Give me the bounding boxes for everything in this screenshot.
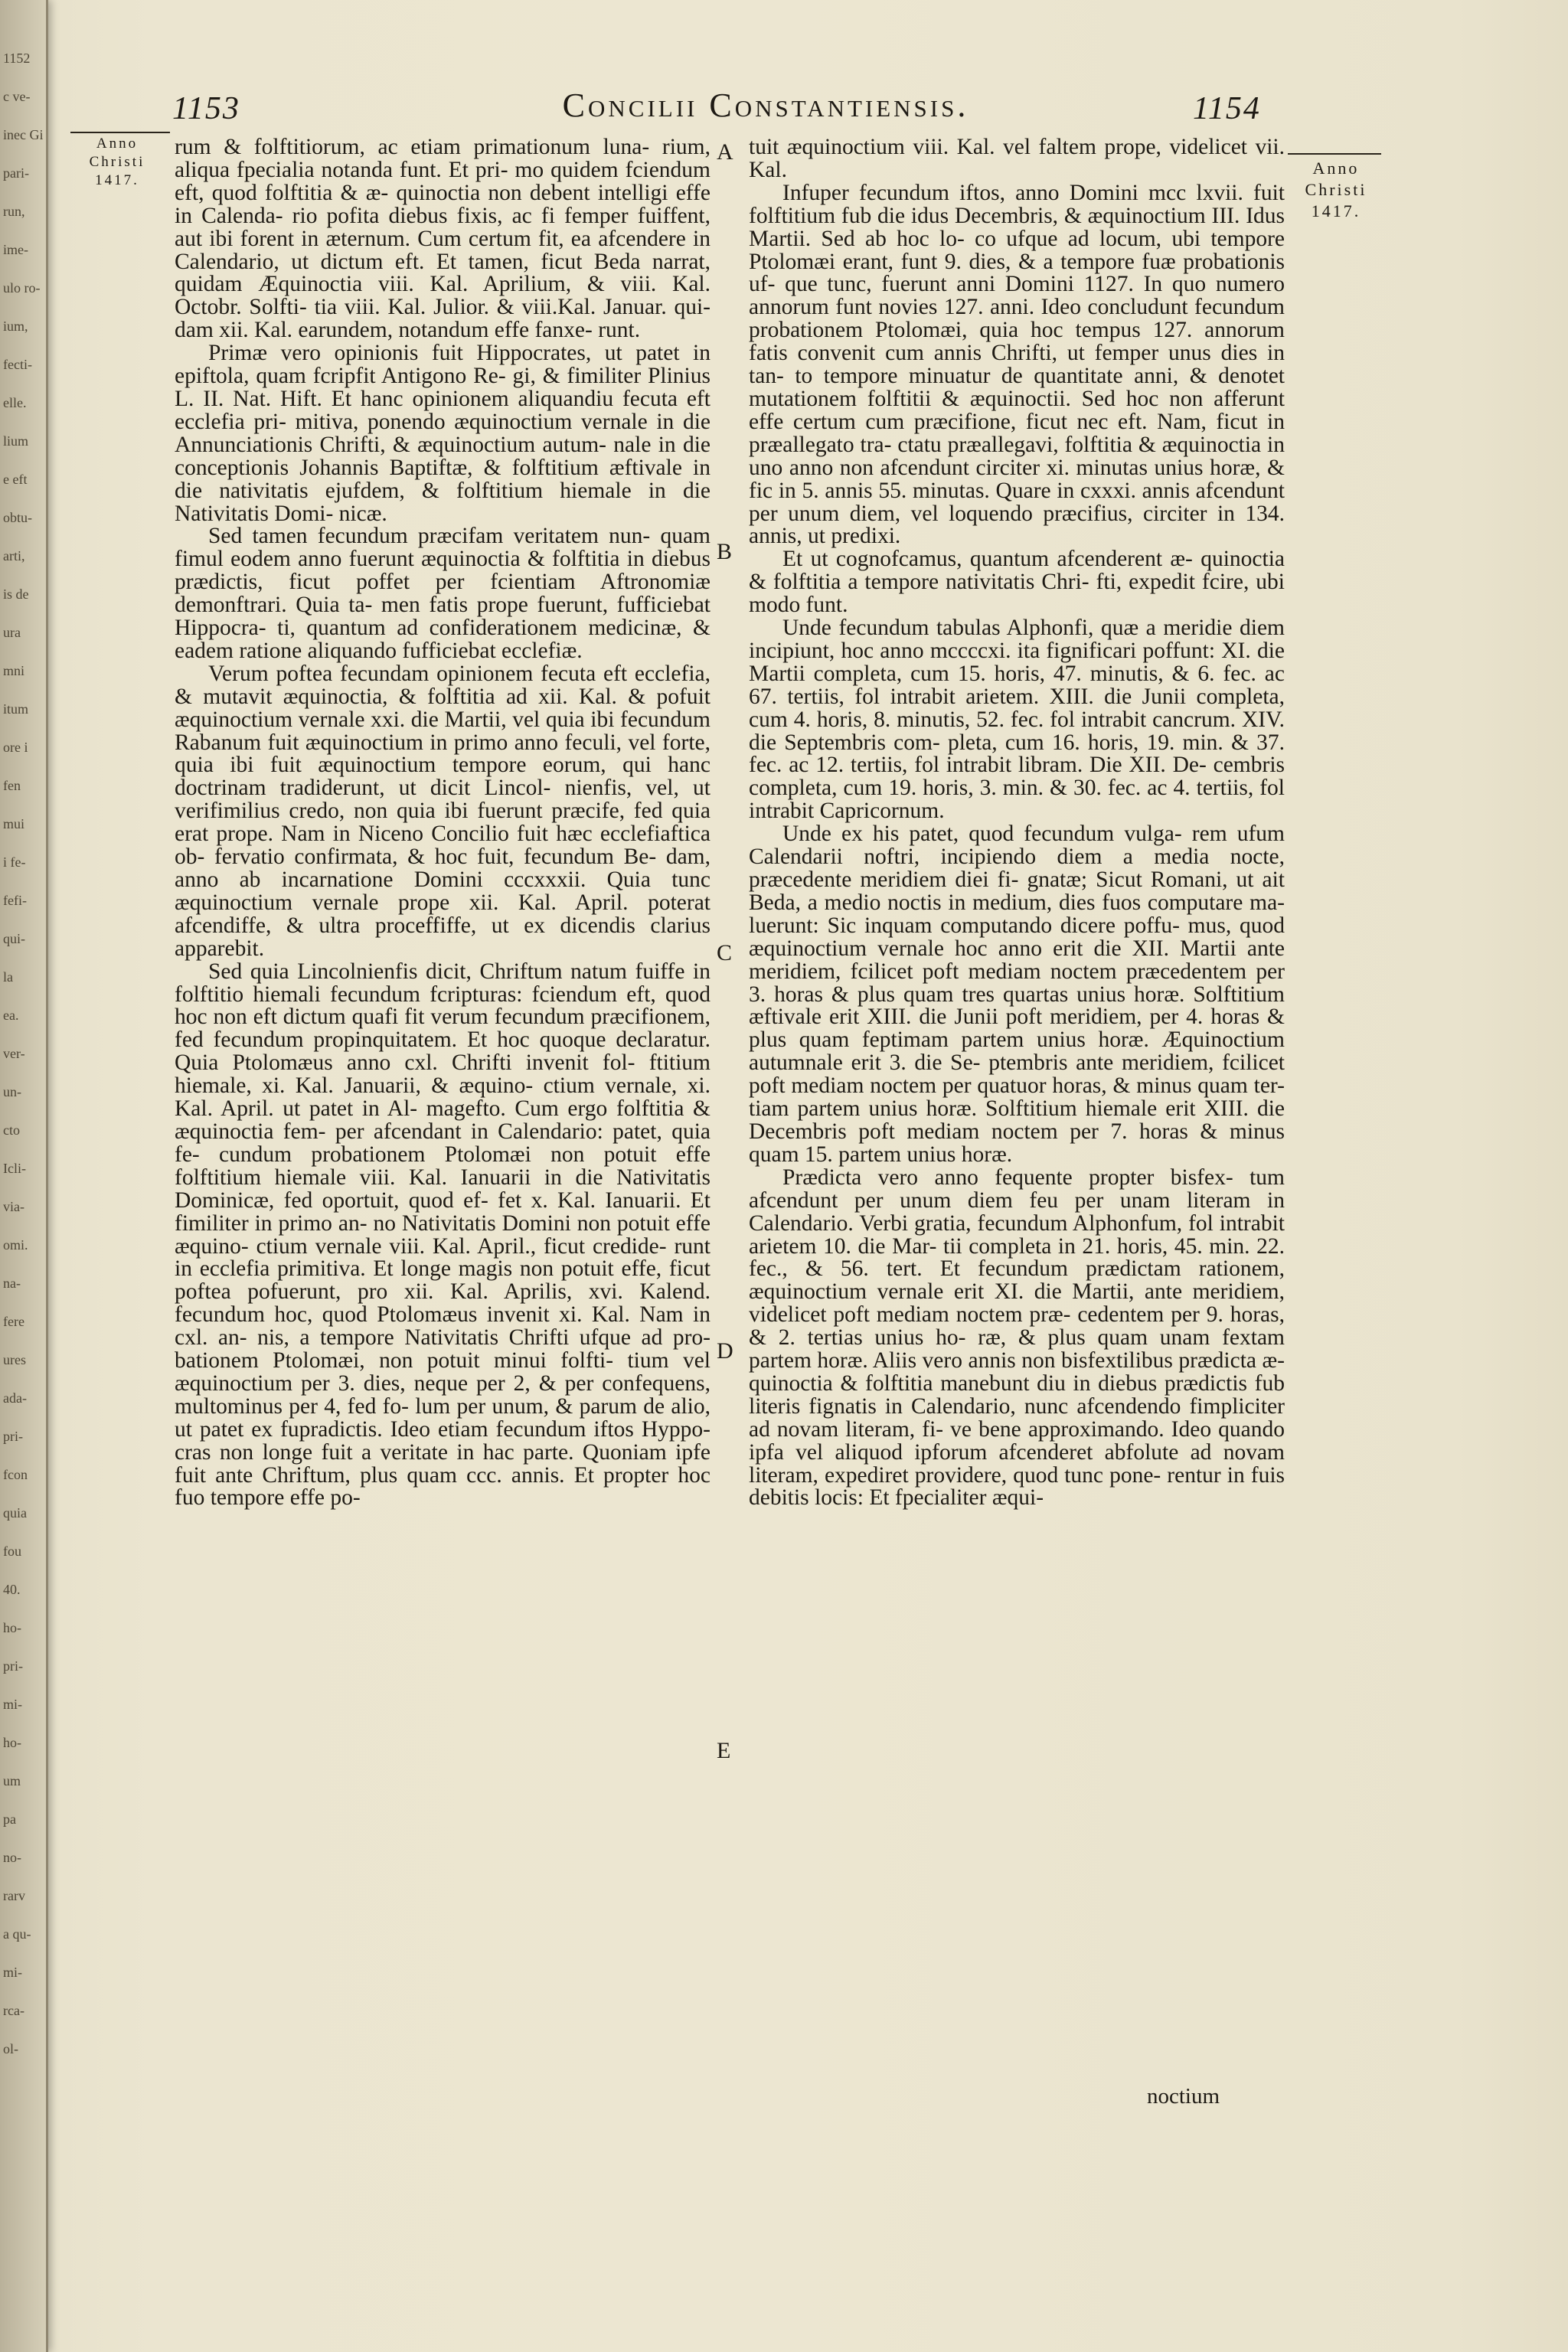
prev-page-fragment: mni	[3, 663, 25, 678]
prev-page-fragment: inec Gi	[3, 127, 44, 142]
prev-page-fragment: is de	[3, 586, 29, 602]
prev-page-fragment: omi.	[3, 1237, 28, 1253]
text-column-left	[175, 136, 710, 1510]
paragraph: tuit æquinoctium viii. Kal. vel faltem prope, videlicet vii. Kal.	[749, 135, 1285, 182]
prev-page-fragment: pari-	[3, 165, 29, 181]
prev-page-fragment: c ve-	[3, 89, 31, 104]
margin-year-number-right: 1417.	[1311, 201, 1361, 220]
prev-page-fragment: fere	[3, 1314, 24, 1329]
prev-page-fragment: run,	[3, 204, 25, 219]
prev-page-fragment: rarv	[3, 1888, 25, 1903]
prev-page-fragment: ore i	[3, 740, 28, 755]
paragraph: Verum poftea fecundam opinionem fecuta eft ecclefia, & mutavit æquinoctia, & folftitia ad xii. Kal. & pofuit æquinoctium vernale xxi. die Martii, vel quia ibi fecundum Rabanum fuit æquinoctium in primo anno feculi, vel forte, quia ibi fuit æquinoctium tempore eorum, qui hanc doctrinam tradiderunt, ut dicit Lincol- nienfis, vel, ut verifimilius credo, non quia ibi fuerunt præcife, fed quia erat prope. Nam in Niceno Concilio fuit hæc ecclefiaftica ob- fervatio confirmata, & hoc fuit, fecundum Be- dam, anno ab incarnatione Domini cccxxxii. Quia tunc æquinoctium vernale prope xii. Kal. April. poterat afcendiffe, & ultra proceffiffe, ut ex dicendis clarius apparebit.	[175, 661, 710, 961]
margin-year-number-left: 1417.	[95, 172, 139, 188]
prev-page-fragment: ea.	[3, 1008, 19, 1023]
paragraph: Prædicta vero anno fequente propter bisfex- tum afcendunt per unum diem feu per unam literam in Calendario. Verbi gratia, fecundum Alphonfum, fol intrabit arietem 10. die Mar- tii completa in 21. horis, 45. min. 22. fec., & 56. tert. Et fecundum prædictam rationem, æquinoctium vernale erit XI. die Martii, ante meridiem, videlicet poft mediam noctem præ- cedentem per 9. horas, & 2. tertias unius ho- ræ, & plus quam unam fextam partem horæ. Aliis vero annis non bisfextilibus prædicta æ- quinoctia & folftitia manebunt diu in diebus prædictis fub literis fignatis in Calendario, nunc afcendendo fimpliciter ad novam literam, fi- ve bene approximando. Ideo quando ipfa vel aliquod ipforum afcenderet abfolute ad novam literam, expediret providere, quod tunc pone- rentur in fuis debitis locis: Et fpecialiter æqui-	[749, 1165, 1285, 1511]
paragraph: Unde ex his patet, quod fecundum vulga- rem ufum Calendarii noftri, incipiendo diem a media nocte, præcedente meridiem diei fi- gnatæ; Sicut Romani, ut ait Beda, a medio noctis in medium, dies fuos computare ma- luerunt: Sic inquam computando dicere poffu- mus, quod æquinoctium vernale hoc anno erit die XII. Martii ante meridiem, fcilicet poft mediam noctem præcedentem per 3. horas & plus quam tres quartas unius horæ. Solftitium æftivale erit XIII. die Junii poft meridiem, per 4. horas & plus quam feptimam partem unius horæ. Æquinoctium autumnale erit 3. die Se- ptembris ante meridiem, fcilicet poft mediam noctem per quatuor horas, & minus quam ter- tiam partem unius horæ. Solftitium hiemale erit XIII. die Decembris poft mediam noctem per 7. horas & minus quam 15. partem unius horæ.	[749, 822, 1285, 1167]
prev-page-fragment: cto	[3, 1122, 20, 1138]
prev-page-fragment: ium,	[3, 318, 28, 334]
prev-page-fragment: ulo ro-	[3, 280, 41, 296]
prev-page-fragment: mui	[3, 816, 25, 831]
prev-page-fragment: pa	[3, 1811, 16, 1827]
paragraph: Et ut cognofcamus, quantum afcenderent æ- quinoctia & folftitia a tempore nativitatis Chri- fti, expedit fcire, ubi modo funt.	[749, 547, 1285, 618]
prev-page-fragment: mi-	[3, 1965, 22, 1980]
prev-page-fragment: rca-	[3, 2003, 24, 2018]
prev-page-fragment: pri-	[3, 1429, 23, 1444]
prev-page-fragment: 1152	[3, 51, 31, 66]
paragraph: Sed tamen fecundum præcifam veritatem nun- quam fimul eodem anno fuerunt æquinoctia & folftitia in diebus prædictis, ficut poffet per fcientiam Aftronomiæ demonftrari. Quia ta- men fatis prope fuerunt, fufficiebat Hippocra- ti, quantum ad confiderationem medicinæ, & eadem ratione aliquando fufficiebat ecclefiæ.	[175, 524, 710, 663]
prev-page-fragment: la	[3, 969, 13, 985]
section-letter-a: A	[717, 139, 733, 165]
prev-page-fragment: qui-	[3, 931, 25, 946]
prev-page-fragment: pri-	[3, 1658, 23, 1674]
margin-anno-left: Anno	[96, 136, 139, 152]
margin-rule-right	[1288, 153, 1381, 155]
margin-christi-left: Christi	[89, 154, 145, 170]
prev-page-fragment: 40.	[3, 1582, 21, 1597]
prev-page-fragment: fecti-	[3, 357, 32, 372]
previous-page-edge	[0, 0, 48, 2352]
margin-rule-left	[70, 132, 170, 133]
prev-page-fragment: ho-	[3, 1735, 21, 1750]
prev-page-fragment: elle.	[3, 395, 27, 410]
margin-christi-right: Christi	[1305, 180, 1367, 199]
prev-page-fragment: obtu-	[3, 510, 32, 525]
page-number-right: 1154	[1193, 91, 1261, 126]
running-title: Concilii Constantiensis.	[562, 87, 969, 124]
section-letter-c: C	[717, 940, 733, 965]
paragraph: Infuper fecundum iftos, anno Domini mcc lxvii. fuit folftitium fub die idus Decembris, & æquinoctium III. Idus Martii. Sed ab hoc lo- co ufque ad locum, ubi tempore Ptolomæi erant, funt 9. dies, & a tempore fuæ probationis uf- que tunc, fuerunt anni Domini 1127. In quo numero annorum funt novies 127. anni. Ideo concludunt fecundum probationem Ptolomæi, quia hoc tempus 127. annorum fatis convenit cum annis Chrifti, ut femper unus dies in tan- to tempore minuatur de quantitate anni, & denotet mutationem folftitii & æquinoctii. Sed hoc non afferunt effe certum cum præcifione, ficut nec eft. Nam, ficut in præallegato tra- ctatu præallegavi, folftitia & æquinoctia in uno anno non afcendunt circiter xi. minutas unius horæ, & fic in 5. annis 55. minutas. Quare in cxxxi. annis afcendunt per unum diem, vel loquendo præcifius, circiter in 134. annis, ut predixi.	[749, 180, 1285, 549]
margin-year-right	[1286, 158, 1386, 222]
margin-anno-right: Anno	[1312, 158, 1360, 178]
prev-page-fragment: ol-	[3, 2041, 18, 2056]
prev-page-fragment: a qu-	[3, 1926, 31, 1942]
text-column-right	[749, 136, 1285, 1510]
prev-page-fragment: fen	[3, 778, 21, 793]
page-number-left: 1153	[172, 91, 240, 126]
paragraph: Primæ vero opinionis fuit Hippocrates, ut patet in epiftola, quam fcripfit Antigono Re- gi, & fimiliter Plinius L. II. Nat. Hift. Et hanc opinionem aliquandiu fecuta eft ecclefia pri- mitiva, ponendo æquinoctium vernale in die Annunciationis Chrifti, & æquinoctium autum- nale in die conceptionis Johannis Baptiftæ, & folftitium æftivale in die nativitatis ejufdem, & folftitium hiemale in die Nativitatis Domi- nicæ.	[175, 341, 710, 526]
prev-page-fragment: via-	[3, 1199, 24, 1214]
paragraph: Sed quia Lincolnienfis dicit, Chriftum natum fuiffe in folftitio hiemali fecundum fcripturas: fciendum eft, quod hoc non eft dictum quafi fit verum fecundum præcifionem, fed fecundum propinquitatem. Et hoc quoque declaratur. Quia Ptolomæus anno cxl. Chrifti invenit fol- ftitium hiemale, xi. Kal. Januarii, & æquino- ctium vernale, xi. Kal. April. ut patet in Al- magefto. Cum ergo folftitia & æquinoctia fem- per afcendant in Calendario: patet, quia fe- cundum probationem Ptolomæi non potuit effe folftitium hiemale viii. Kal. Ianuarii in die Nativitatis Dominicæ, fed oportuit, quod ef- fet x. Kal. Ianuarii. Et fimiliter in primo an- no Nativitatis Domini non potuit effe æquino- ctium vernale viii. Kal. April., ficut credide- runt in ecclefia primitiva. Et longe magis non potuit effe, ficut poftea pofuerunt, pro xii. Kal. Aprilis, xvi. Kalend. fecundum hoc, quod Ptolomæus invenit xi. Kal. Nam in cxl. an- nis, a tempore Nativitatis Chrifti ufque ad pro- bationem Ptolomæi, non potuit minui folfti- tium vel æquinoctium per 3. dies, neque per 2, & per confequens, multominus per 4, fed fo- lum per unum, & parum de alio, ut patet ex fupradictis. Ideo etiam fecundum iftos Hyppo- cras non longe fuit a veritate in hac parte. Quoniam ipfe fuit ante Chriftum, plus quam ccc. annis. Et propter hoc fuo tempore effe po-	[175, 959, 710, 1511]
prev-page-fragment: Icli-	[3, 1161, 26, 1176]
prev-page-fragment: quia	[3, 1505, 27, 1521]
prev-page-fragment: fefi-	[3, 893, 27, 908]
prev-page-fragment: fcon	[3, 1467, 28, 1482]
prev-page-fragment: fou	[3, 1544, 21, 1559]
prev-page-fragment: no-	[3, 1850, 21, 1865]
prev-page-fragment: itum	[3, 701, 29, 717]
prev-page-fragment: ures	[3, 1352, 26, 1367]
margin-year-left	[67, 135, 167, 190]
section-letter-d: D	[717, 1338, 733, 1364]
prev-page-fragment: ura	[3, 625, 21, 640]
section-letter-e: E	[717, 1738, 731, 1763]
prev-page-fragment: i fe-	[3, 854, 26, 870]
prev-page-fragment: na-	[3, 1276, 21, 1291]
paragraph: Unde fecundum tabulas Alphonfi, quæ a meridie diem incipiunt, hoc anno mccccxi. ita fignificari poffunt: XI. die Martii completa, cum 15. horis, 47. minutis, & 6. fec. ac 67. tertiis, fol intrabit arietem. XIII. die Junii completa, cum 4. horis, 8. minutis, 52. fec. fol intrabit cancrum. XIV. die Septembris com- pleta, cum 16. horis, 19. min. & 37. fec. ac 12. tertiis, fol intrabit libram. Die XII. De- cembris completa, cum 19. horis, 3. min. & 30. fec. ac 4. tertiis, fol intrabit Capricornum.	[749, 616, 1285, 824]
prev-page-fragment: mi-	[3, 1697, 22, 1712]
prev-page-fragment: ime-	[3, 242, 28, 257]
section-letter-b: B	[717, 539, 733, 564]
prev-page-fragment: un-	[3, 1084, 21, 1099]
prev-page-fragment: ver-	[3, 1046, 25, 1061]
catchword: noctium	[1147, 2084, 1220, 2109]
prev-page-fragment: lium	[3, 433, 29, 449]
prev-page-fragment: ho-	[3, 1620, 21, 1635]
paragraph: rum & folftitiorum, ac etiam primationum luna- rium, aliqua fpecialia notanda funt. Et pri- mo quidem fciendum eft, quod folftitia & æ- quinoctia non debent intelligi effe in Calenda- rio pofita diebus fixis, ac fi femper fuiffent, aut ibi forent in æternum. Cum certum fit, ea afcendere in Calendario, ut dictum eft. Et tamen, ficut Beda narrat, quidam Æquinoctia viii. Kal. Aprilium, & viii. Kal. Octobr. Solfti- tia viii. Kal. Julior. & viii.Kal. Januar. qui- dam xii. Kal. earundem, notandum effe fanxe- runt.	[175, 135, 710, 343]
prev-page-fragment: ada-	[3, 1390, 27, 1406]
prev-page-fragment: um	[3, 1773, 21, 1788]
prev-page-fragment: e eft	[3, 472, 28, 487]
prev-page-fragment: arti,	[3, 548, 25, 564]
